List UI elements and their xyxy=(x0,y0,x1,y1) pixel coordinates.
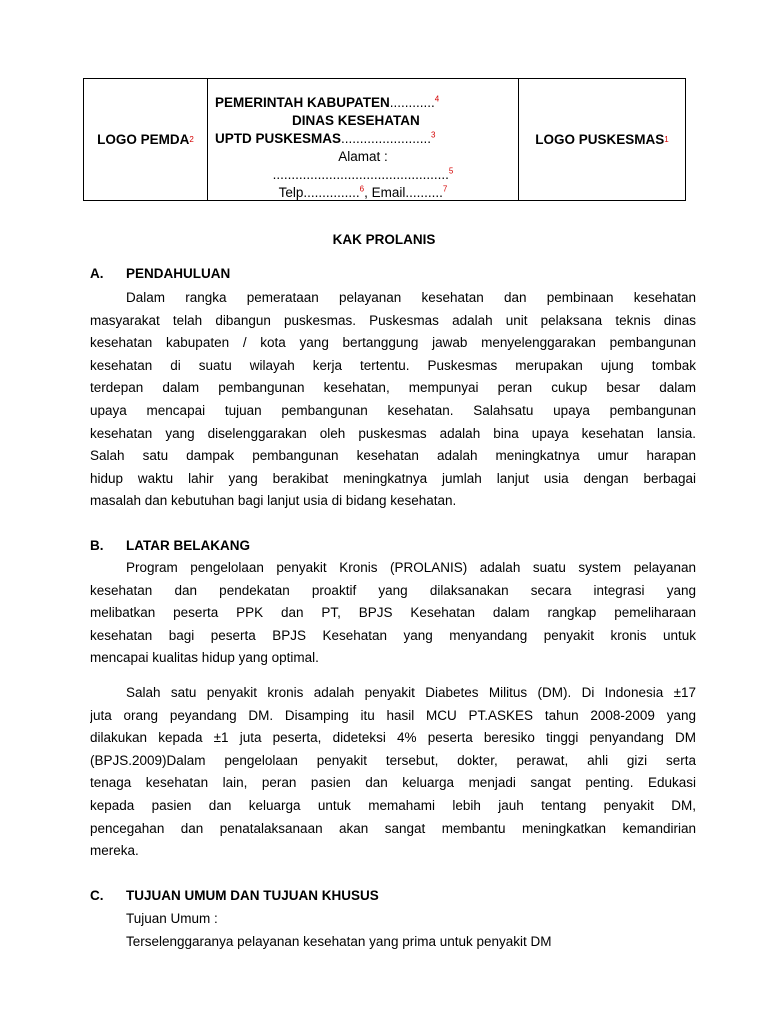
footnote-ref: 5 xyxy=(448,166,454,176)
section-b-heading: B. LATAR BELAKANG xyxy=(90,538,250,553)
telp-label: Telp............... xyxy=(278,185,360,200)
uptd-label: UPTD PUSKESMAS xyxy=(215,131,342,146)
letterhead-table xyxy=(83,78,686,201)
footnote-ref: 6 xyxy=(359,184,365,194)
alamat-label: Alamat : xyxy=(338,149,388,164)
section-a-paragraph: Dalam rangka pemerataan pelayanan kesehatan dan pembinaan kesehatan masyarakat telah dibangun puskesmas. Puskesmas adalah unit pelaksana teknis dinas kesehatan kabupaten / kota yang bertanggung jawab menyelenggarakan pembangunan kesehatan di suatu wilayah kerja tertentu. Puskesmas merupakan ujung tombak terdepan dalam pembangunan kesehatan, mempunyai peran cukup besar dalam upaya mencapai tujuan pembangunan kesehatan. Salahsatu upaya pembangunan kesehatan yang diselenggarakan oleh puskesmas adalah bina upaya kesehatan lansia. Salah satu dampak pembangunan kesehatan adalah meningkatnya umur harapan hidup waktu lahir yang berakibat meningkatnya jumlah lanjut usia dengan berbagai masalah dan kebutuhan bagi lanjut usia di bidang kesehatan. xyxy=(90,290,696,509)
alamat-dots: ............................................... xyxy=(272,167,449,182)
section-a-heading: A. PENDAHULUAN xyxy=(90,266,231,281)
document-title: KAK PROLANIS xyxy=(332,232,436,247)
institution-cell: PEMERINTAH KABUPATEN............$^4$ DINAS KESEHATAN UPTD PUSKESMAS........................$^3$ Alamat : ...............................................$^5$ Telp...............$^6$, Email..........$^7$ xyxy=(208,79,519,200)
section-c-text: Terselenggaranya pelayanan kesehatan yang prima untuk penyakit DM xyxy=(126,934,552,949)
section-c-subheading: Tujuan Umum : xyxy=(126,911,218,926)
dinas-label: DINAS KESEHATAN xyxy=(292,113,420,128)
logo-puskesmas-label: LOGO PUSKESMAS xyxy=(535,132,665,147)
logo-pemda-label: LOGO PEMDA xyxy=(97,132,190,147)
footnote-ref: 3 xyxy=(431,130,436,140)
section-b-paragraph-2: Salah satu penyakit kronis adalah penyakit Diabetes Militus (DM). Di Indonesia ±17 juta orang peyandang DM. Disamping itu hasil MCU PT.ASKES tahun 2008-2009 yang dilakukan kepada ±1 juta peserta, dideteksi 4% peserta beresiko tinggi penyandang DM (BPJS.2009)Dalam pengelolaan penyakit tersebut, dokter, perawat, ahli gizi serta tenaga kesehatan lain, peran pasien dan keluarga menjadi sangat penting. Edukasi kepada pasien dan keluarga untuk memahami lebih jauh tentang penyakit DM, pencegahan dan penatalaksanaan akan sangat membantu meningkatkan kemandirian mereka. xyxy=(90,685,696,859)
logo-puskesmas-cell: LOGO PUSKESMAS 1 xyxy=(535,132,669,147)
footnote-ref: 7 xyxy=(442,184,448,194)
section-c-heading: C. TUJUAN UMUM DAN TUJUAN KHUSUS xyxy=(90,888,379,903)
section-b-paragraph-1: Program pengelolaan penyakit Kronis (PROLANIS) adalah suatu system pelayanan kesehatan dan pendekatan proaktif yang dilaksanakan secara integrasi yang melibatkan peserta PPK dan PT, BPJS Kesehatan dalam rangkap pemeliharaan kesehatan bagi peserta BPJS Kesehatan yang menyandang penyakit kronis untuk mencapai kualitas hidup yang optimal. xyxy=(90,560,696,666)
pemerintah-label: PEMERINTAH KABUPATEN xyxy=(215,95,390,110)
email-label: , Email.......... xyxy=(364,185,443,200)
footnote-ref: 4 xyxy=(434,94,440,104)
logo-pemda-cell: LOGO PEMDA 2 xyxy=(84,79,208,200)
